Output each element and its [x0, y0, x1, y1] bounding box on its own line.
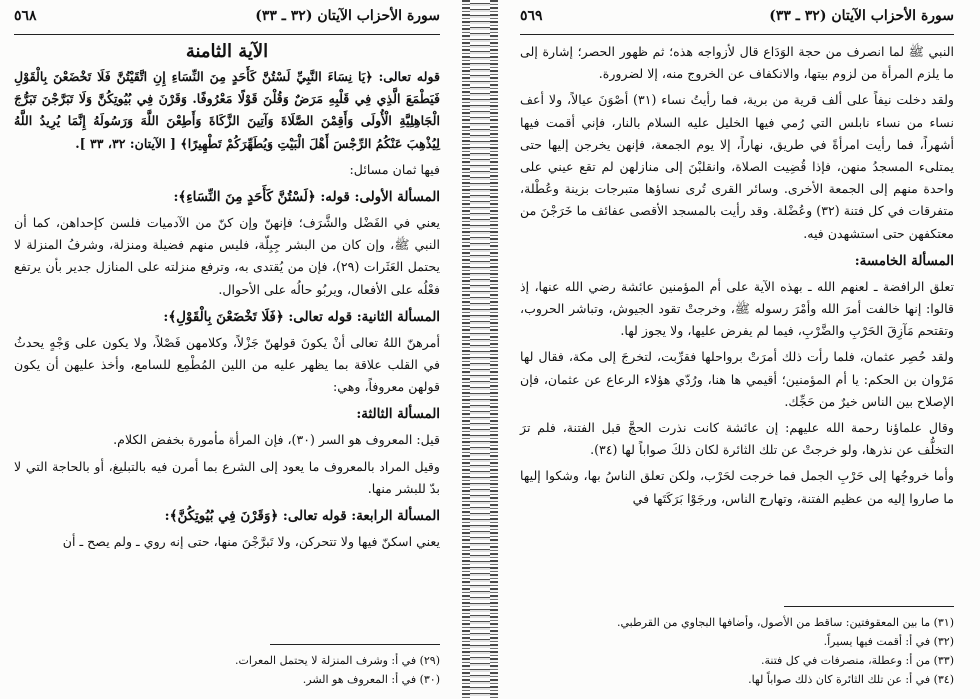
page-number: ٥٦٨ — [14, 8, 37, 24]
body-paragraph: النبي ﷺ لما انصرف من حجة الوَدَاع قال لأزواجه هذه؛ ثم ظهور الحصر؛ إشارة إلى ما يلزم المرأة من لزوم بيتها، والانكفاف عن الخروج منه، إلا لضرورة. — [520, 44, 954, 82]
body-paragraph: قيل: المعروف هو السر (٣٠)، فإن المرأة مأمورة بخفض الكلام. — [113, 432, 440, 448]
body-paragraph: تعلق الرافضة ـ لعنهم الله ـ بهذه الآية على أم المؤمنين عائشة رضي الله عنها، إذ قالوا: إنها خالفت أمرَ الله وأمْرَ رسوله ﷺ، وخرجتْ تقود الجيوش، وتباشر الحروب، وتقتحم مَآزِقَ الحَرْبِ والضَّرْبِ، فيما لم يفرض عليها، ولا يجوز لها. — [520, 278, 954, 339]
footnotes — [524, 600, 954, 689]
body-paragraph: يعني اسكنّ فيها ولا تتحركن، ولا تَبرَّجْنَ منها، حتى إنه روي ـ ولم يصح ـ أن — [62, 534, 440, 550]
body-paragraph: وقيل المراد بالمعروف ما يعود إلى الشرع بما أمرن فيه بالتبليغ، أو بالحاجة التي لا بدّ للبشر منها. — [14, 458, 440, 496]
footnotes — [20, 638, 440, 689]
book-spine — [462, 0, 498, 699]
right-page-header — [520, 0, 954, 35]
body-paragraph: يعني في الفَضْل والشَّرَف؛ فإنهنّ وإن كنّ من الآدميات فلسن كإحداهن، كما أن النبي ﷺ، وإن كان من البشر جِبِلّة، فليس منهم فضيلة ومنزلة، وشرفُ المنزلة لا يحتمل العَثَرات (٢٩)، فإن من يُقتدى به، وترفع منزلته على المنازل جدير بأن يرتفع فعْلُه على الأفعال، ويربُو حالُه على الأحوال. — [14, 215, 440, 297]
footnote: (٣٣) من أ: وعطلة، منصرفات في كل فتنة. — [761, 654, 954, 667]
footnote: (٣٠) في أ: المعروف هو الشر. — [302, 673, 440, 686]
footnote: (٣٢) في أ: أقمت فيها يسيراً. — [823, 635, 954, 648]
issue-heading-3: المسألة الثالثة: — [356, 406, 440, 423]
right-page — [498, 0, 980, 699]
footnote-rule — [784, 606, 954, 607]
footnote-rule — [270, 644, 440, 645]
body-paragraph: وقال علماؤنا رحمة الله عليهم: إن عائشة كانت نذرت الحجَّ قبل الفتنة، فلم ترَ التخلُّف عن نذرها، ولو خرجتْ عن تلك الثائرة لكان ذلكَ صواباً لها (٣٤). — [520, 420, 954, 458]
body-paragraph: أمرهنّ اللهُ تعالى أنْ يكونَ قولهنّ جَزْلاً، وكلامهن فَصْلاً، ولا يكون على وَجْهٍ يحدثُ في القلب علاقة بما يظهر عليه من اللين المُطْمِع للسامع، وأخذ عليهن أن يكون قولهن معروفاً، وهي: — [14, 334, 440, 395]
issue-heading-2: المسألة الثانية: قوله تعالى: ﴿فَلَا تَخْضَعْنَ بِالْقَوْلِ﴾: — [163, 308, 440, 325]
section-title: الآية الثامنة — [185, 41, 269, 62]
verse-paragraph: قوله تعالى: ﴿يَا نِسَاءَ النَّبِيِّ لَسْتُنَّ كَأَحَدٍ مِنَ النِّسَاءِ إِنِ اتَّقَيْتُنَّ فَلَا تَخْضَعْنَ بِالْقَوْلِ فَيَطْمَعَ الَّذِي فِي قَلْبِهِ مَرَضٌ وَقُلْنَ قَوْلًا مَعْرُوفًا. وَقَرْنَ فِي بُيُوتِكُنَّ وَلَا تَبَرَّجْنَ تَبَرُّجَ الْجَاهِلِيَّةِ الْأُولَى وَأَقِمْنَ الصَّلَاةَ وَآتِينَ الزَّكَاةَ وَأَطِعْنَ اللَّهَ وَرَسُولَهُ إِنَّمَا يُرِيدُ اللَّهُ لِيُذْهِبَ عَنْكُمُ الرِّجْسَ أَهْلَ الْبَيْتِ وَيُطَهِّرَكُمْ تَطْهِيرًا﴾ [ الآيتان: ٣٢، ٣٣ ]. — [14, 69, 440, 151]
body-paragraph: ولقد دخلت نيفاً على ألف قرية من برية، فما رأيتُ نساء (٣١) أصْوَنَ عيالاً، ولا أعف نساء من نساء نابلس التي رُمي فيها الخليل عليه السلام بالنار، فإني أقمت فيها أشهراً، فما رأيت امرأةً في طريق، نهاراً، إلا يوم الجمعة، فإنهن يخرجن إليها حتى يمتلىء المسجدُ منهن، فإذا قُضِيت الصلاة، وانقلبْنَ إلى منازلهن لم تقع عيني على واحدة منهم إلى الجمعة الأخرى. وسائر القرى تُرى نساؤها متبرجات بزينة وعُطْلة، متفرقات في كل فتنة (٣٢) وعُضْلة. وقد رأيت بالمسجد الأقصى عفائف ما خَرَجْنَ من معتكفهن حتى استشهدن فيه. — [520, 92, 954, 241]
issue-heading-1: المسألة الأولى: قوله: ﴿لَسْتُنَّ كَأَحَدٍ مِنَ النِّسَاءِ﴾: — [173, 189, 440, 206]
body-paragraph: وأما خروجُها إلى حَرْبِ الجمل فما خرجت لحَرْب، ولكن تعلق الناسُ بها، وشكوا إليها ما صاروا إليه من عظيم الفتنة، وتهارج الناس، ورجَوْا بَرَكَتَها في — [520, 468, 955, 506]
running-title: سورة الأحزاب الآيتان (٣٢ ـ ٣٣) — [769, 8, 954, 24]
intro-line: فيها ثمان مسائل: — [349, 161, 440, 177]
footnote: (٢٩) في أ: وشرف المنزلة لا يحتمل المعرات. — [235, 654, 440, 667]
issue-heading-4: المسألة الرابعة: قوله تعالى: ﴿وَقَرْنَ فِي بُيُوتِكُنَّ﴾: — [164, 508, 440, 525]
left-page-header — [14, 0, 440, 35]
footnote: (٣٤) في أ: عن تلك الثائرة كان ذلك صواباً لها. — [748, 673, 954, 686]
footnote: (٣١) ما بين المعقوفتين: ساقط من الأصول، وأضافها البجاوي من القرطبي. — [617, 616, 954, 629]
issue-heading-5: المسألة الخامسة: — [854, 252, 954, 269]
page-number: ٥٦٩ — [520, 8, 543, 24]
running-title: سورة الأحزاب الآيتان (٣٢ ـ ٣٣) — [255, 8, 440, 24]
left-page — [0, 0, 462, 699]
body-paragraph: ولقد حُصِر عثمان، فلما رأت ذلك أمرَتْ برواحلها فقرِّبت، لتخرجَ إلى مكة، فقال لها مَرْوان بن الحكم: يا أم المؤمنين؛ أقيمي ها هنا، ورُدّي هؤلاء الرعاع عن عثمان، فإن الإصلاح بين الناس خيرٌ من حَجِّك. — [520, 349, 954, 409]
